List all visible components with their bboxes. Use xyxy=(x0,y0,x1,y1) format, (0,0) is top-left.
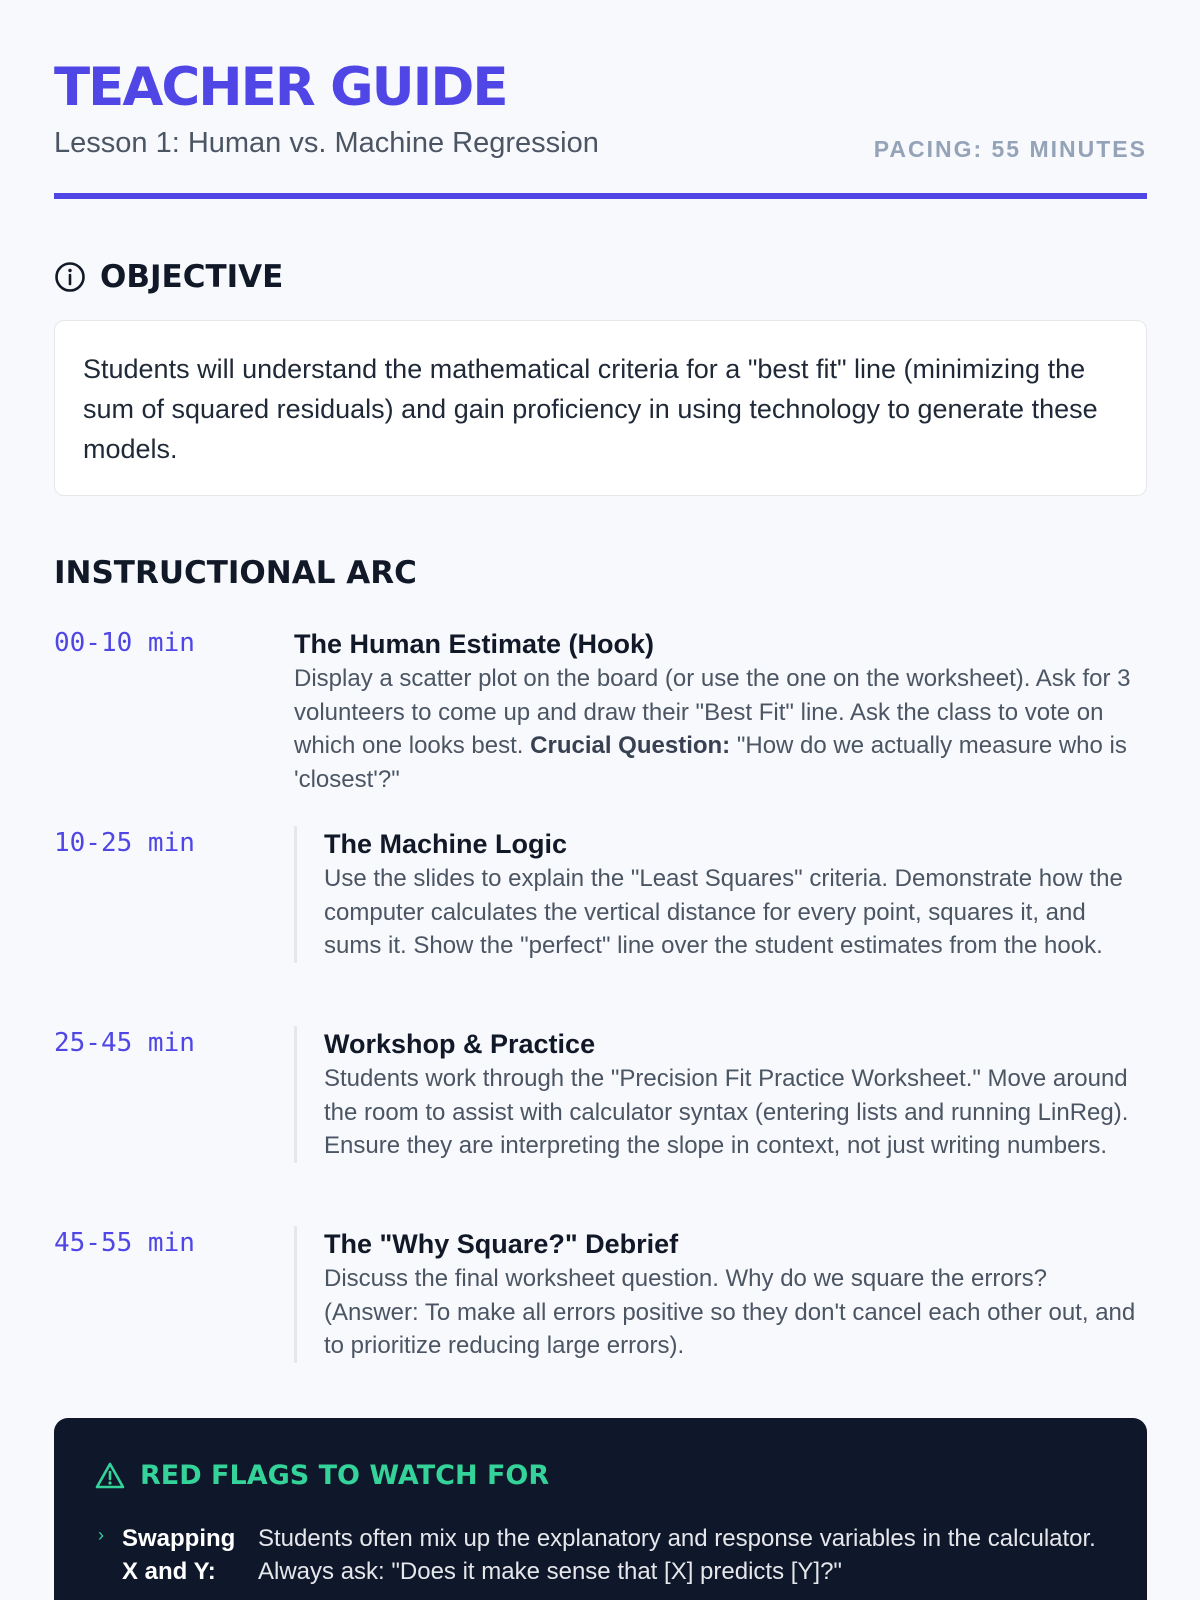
red-flag-description: Students often mix up the explanatory and response variables in the calculator. Always ask: "Does it make sense that [X] predicts [Y]?" xyxy=(258,1525,1096,1585)
red-flag-term: Swapping X and Y: xyxy=(122,1525,236,1585)
warning-triangle-icon xyxy=(94,1460,126,1492)
info-circle-icon xyxy=(54,261,86,293)
arc-description-text: Display a scatter plot on the board (or use the one on the worksheet). Ask for 3 volunteers to come up and draw their "Best Fit" line. Ask the class to vote on which one looks best. xyxy=(294,665,1131,759)
arc-description: Use the slides to explain the "Least Squares" criteria. Demonstrate how the computer calculates the vertical distance for every point, squares it, and sums it. Show the "perfect" line over the student estimates from the hook. xyxy=(324,865,1123,959)
arc-content xyxy=(294,1026,1147,1163)
chevron-right-icon: › xyxy=(98,1525,104,1545)
page-header xyxy=(54,0,1147,200)
objective-box xyxy=(54,320,1147,496)
arc-description: Students work through the "Precision Fit Practice Worksheet." Move around the room to assist with calculator syntax (entering lists and running LinReg). Ensure they are interpreting the slope in context, not just writing numbers. xyxy=(324,1065,1129,1159)
arc-content xyxy=(294,1226,1147,1363)
arc-title: The Human Estimate (Hook) xyxy=(294,629,655,659)
arc-title: The "Why Square?" Debrief xyxy=(324,1229,679,1259)
objective-heading-label: OBJECTIVE xyxy=(100,259,284,295)
arc-time: 45-55 min xyxy=(54,1228,195,1258)
header-divider xyxy=(54,193,1147,199)
arc-title: The Machine Logic xyxy=(324,829,568,859)
arc-content xyxy=(294,626,1147,796)
page-title: TEACHER GUIDE xyxy=(54,57,507,118)
red-flags-heading-label: RED FLAGS TO WATCH FOR xyxy=(140,1460,550,1491)
arc-time: 00-10 min xyxy=(54,628,195,658)
arc-time: 10-25 min xyxy=(54,828,195,858)
arc-content xyxy=(294,826,1147,963)
arc-time: 25-45 min xyxy=(54,1028,195,1058)
arc-description-text: "How do we actually measure who is 'closest'?" xyxy=(294,732,1127,793)
teacher-guide-page xyxy=(54,0,1147,1585)
crucial-question-label: Crucial Question: xyxy=(530,732,731,759)
arc-title: Workshop & Practice xyxy=(324,1029,596,1059)
objective-text: Students will understand the mathematical criteria for a "best fit" line (minimizing the sum of squared residuals) and gain proficiency in using technology to generate these models. xyxy=(83,354,1098,464)
red-flags-heading xyxy=(94,1458,549,1494)
red-flags-panel xyxy=(54,1418,1147,1600)
lesson-subtitle: Lesson 1: Human vs. Machine Regression xyxy=(54,127,599,159)
instructional-arc-heading xyxy=(54,553,417,593)
instructional-arc-heading-label: INSTRUCTIONAL ARC xyxy=(54,555,417,591)
arc-description: Discuss the final worksheet question. Why do we square the errors? (Answer: To make all errors positive so they don't cancel each other out, and to prioritize reducing large errors). xyxy=(324,1265,1136,1359)
arc-description xyxy=(294,662,1147,796)
pacing-label: PACING: 55 MINUTES xyxy=(873,136,1147,162)
objective-heading xyxy=(54,257,283,297)
